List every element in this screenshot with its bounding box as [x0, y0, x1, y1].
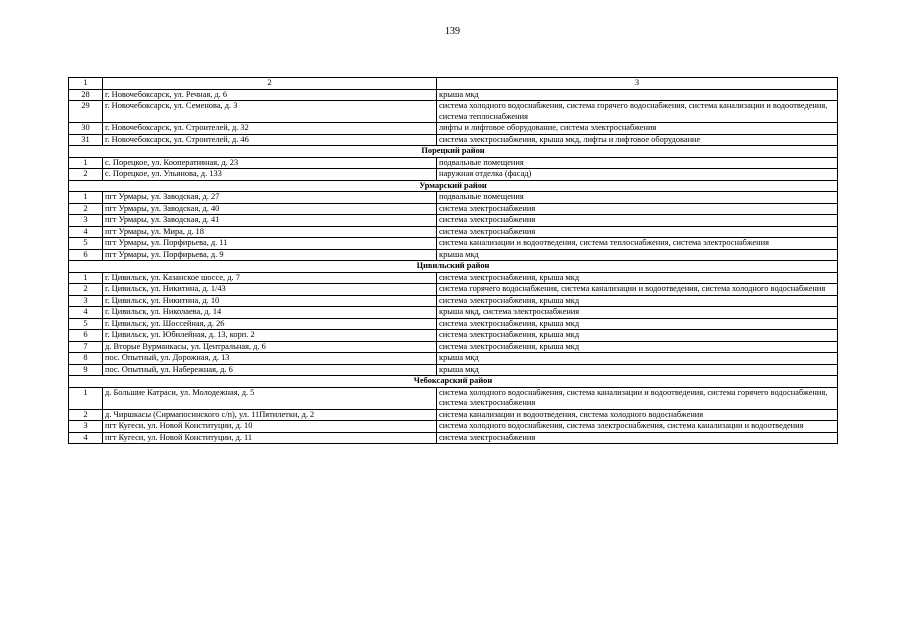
works-cell: система канализации и водоотведения, система холодного водоснабжения — [437, 409, 838, 421]
works-cell: наружная отделка (фасад) — [437, 169, 838, 181]
district-title: Чебоксарский район — [69, 376, 838, 388]
works-cell: крыша мкд — [437, 353, 838, 365]
table-row — [69, 330, 838, 342]
works-cell: система холодного водоснабжения, система канализации и водоотведения, система горячего водоснабжения, система электроснабжения — [437, 387, 838, 409]
address-cell: г. Цивильск, ул. Никитина, д. 10 — [103, 295, 437, 307]
district-title: Цивильский район — [69, 261, 838, 273]
table-row — [69, 215, 838, 227]
address-cell: пгт Кугеси, ул. Новой Конституции, д. 11 — [103, 432, 437, 444]
address-cell: пос. Опытный, ул. Набережная, д. 6 — [103, 364, 437, 376]
table-row — [69, 249, 838, 261]
district-title: Порецкий район — [69, 146, 838, 158]
address-cell: г. Новочебоксарск, ул. Строителей, д. 46 — [103, 134, 437, 146]
works-cell: крыша мкд, система электроснабжения — [437, 307, 838, 319]
table-row — [69, 134, 838, 146]
address-cell: д. Вторые Вурманкасы, ул. Центральная, д. 6 — [103, 341, 437, 353]
works-cell: крыша мкд — [437, 89, 838, 101]
address-cell: с. Порецкое, ул. Ульянова, д. 133 — [103, 169, 437, 181]
table-row — [69, 353, 838, 365]
row-number: 1 — [69, 192, 103, 204]
address-cell: д. Чиршкасы (Сирмапосинского с/п), ул. 11Пятилетки, д. 2 — [103, 409, 437, 421]
row-number: 29 — [69, 101, 103, 123]
table-row — [69, 203, 838, 215]
address-cell: г. Цивильск, ул. Николаева, д. 14 — [103, 307, 437, 319]
address-cell: г. Цивильск, ул. Никитина, д. 1/43 — [103, 284, 437, 296]
address-cell: г. Новочебоксарск, ул. Семенова, д. 3 — [103, 101, 437, 123]
works-cell: крыша мкд — [437, 364, 838, 376]
row-number: 2 — [69, 409, 103, 421]
works-cell: подвальные помещения — [437, 192, 838, 204]
works-cell: система электроснабжения — [437, 203, 838, 215]
address-cell: пгт Урмары, ул. Заводская, д. 41 — [103, 215, 437, 227]
row-number: 3 — [69, 295, 103, 307]
table-row — [69, 295, 838, 307]
row-number: 6 — [69, 330, 103, 342]
row-number: 1 — [69, 272, 103, 284]
works-cell: система электроснабжения, крыша мкд — [437, 330, 838, 342]
table-row — [69, 409, 838, 421]
works-cell: крыша мкд — [437, 249, 838, 261]
row-number: 3 — [69, 421, 103, 433]
works-cell: система канализации и водоотведения, система теплоснабжения, система электроснабжения — [437, 238, 838, 250]
table-row — [69, 192, 838, 204]
address-cell: пгт Урмары, ул. Порфирьева, д. 11 — [103, 238, 437, 250]
address-cell: пгт Урмары, ул. Заводская, д. 40 — [103, 203, 437, 215]
works-cell: система электроснабжения, крыша мкд — [437, 295, 838, 307]
works-cell: система электроснабжения, крыша мкд — [437, 318, 838, 330]
row-number: 1 — [69, 157, 103, 169]
district-header-row — [69, 376, 838, 388]
repair-table — [68, 77, 838, 444]
address-cell: г. Цивильск, ул. Шоссейная, д. 26 — [103, 318, 437, 330]
works-cell: система горячего водоснабжения, система канализации и водоотведения, система холодного водоснабжения — [437, 284, 838, 296]
table-row — [69, 318, 838, 330]
table-row — [69, 432, 838, 444]
works-cell: подвальные помещения — [437, 157, 838, 169]
column-number-row — [69, 78, 838, 90]
works-cell: система электроснабжения, крыша мкд — [437, 341, 838, 353]
row-number: 4 — [69, 432, 103, 444]
row-number: 3 — [69, 215, 103, 227]
table-row — [69, 123, 838, 135]
table-row — [69, 238, 838, 250]
works-cell: система электроснабжения, крыша мкд, лифты и лифтовое оборудование — [437, 134, 838, 146]
table-row — [69, 169, 838, 181]
table-row — [69, 307, 838, 319]
table-row — [69, 272, 838, 284]
table-row — [69, 89, 838, 101]
column-number: 2 — [103, 78, 437, 90]
works-cell: система электроснабжения, крыша мкд — [437, 272, 838, 284]
row-number: 31 — [69, 134, 103, 146]
row-number: 7 — [69, 341, 103, 353]
table-row — [69, 101, 838, 123]
table-row — [69, 421, 838, 433]
works-cell: система холодного водоснабжения, система горячего водоснабжения, система канализации и водоотведения, система теплоснабжения — [437, 101, 838, 123]
row-number: 1 — [69, 387, 103, 409]
works-cell: система холодного водоснабжения, система электроснабжения, система канализации и водоотведения — [437, 421, 838, 433]
address-cell: г. Цивильск, ул. Казанское шоссе, д. 7 — [103, 272, 437, 284]
address-cell: пгт Кугеси, ул. Новой Конституции, д. 10 — [103, 421, 437, 433]
works-cell: система электроснабжения — [437, 226, 838, 238]
row-number: 6 — [69, 249, 103, 261]
works-cell: лифты и лифтовое оборудование, система электроснабжения — [437, 123, 838, 135]
table-row — [69, 364, 838, 376]
district-title: Урмарский район — [69, 180, 838, 192]
table-row — [69, 226, 838, 238]
table-row — [69, 387, 838, 409]
address-cell: г. Цивильск, ул. Юбилейная, д. 13, корп. 2 — [103, 330, 437, 342]
address-cell: пгт Урмары, ул. Мира, д. 18 — [103, 226, 437, 238]
works-cell: система электроснабжения — [437, 432, 838, 444]
row-number: 2 — [69, 169, 103, 181]
address-cell: д. Большие Катраси, ул. Молодежная, д. 5 — [103, 387, 437, 409]
district-header-row — [69, 180, 838, 192]
row-number: 30 — [69, 123, 103, 135]
row-number: 5 — [69, 238, 103, 250]
address-cell: с. Порецкое, ул. Кооперативная, д. 23 — [103, 157, 437, 169]
address-cell: пгт Урмары, ул. Заводская, д. 27 — [103, 192, 437, 204]
address-cell: пос. Опытный, ул. Дорожная, д. 13 — [103, 353, 437, 365]
row-number: 9 — [69, 364, 103, 376]
address-cell: г. Новочебоксарск, ул. Речная, д. 6 — [103, 89, 437, 101]
column-number: 3 — [437, 78, 838, 90]
page-number: 139 — [445, 26, 460, 37]
row-number: 2 — [69, 203, 103, 215]
address-cell: пгт Урмары, ул. Порфирьева, д. 9 — [103, 249, 437, 261]
works-cell: система электроснабжения — [437, 215, 838, 227]
table-row — [69, 284, 838, 296]
district-header-row — [69, 146, 838, 158]
row-number: 4 — [69, 226, 103, 238]
row-number: 28 — [69, 89, 103, 101]
district-header-row — [69, 261, 838, 273]
column-number: 1 — [69, 78, 103, 90]
table-row — [69, 157, 838, 169]
row-number: 8 — [69, 353, 103, 365]
row-number: 2 — [69, 284, 103, 296]
table-row — [69, 341, 838, 353]
row-number: 4 — [69, 307, 103, 319]
row-number: 5 — [69, 318, 103, 330]
address-cell: г. Новочебоксарск, ул. Строителей, д. 32 — [103, 123, 437, 135]
